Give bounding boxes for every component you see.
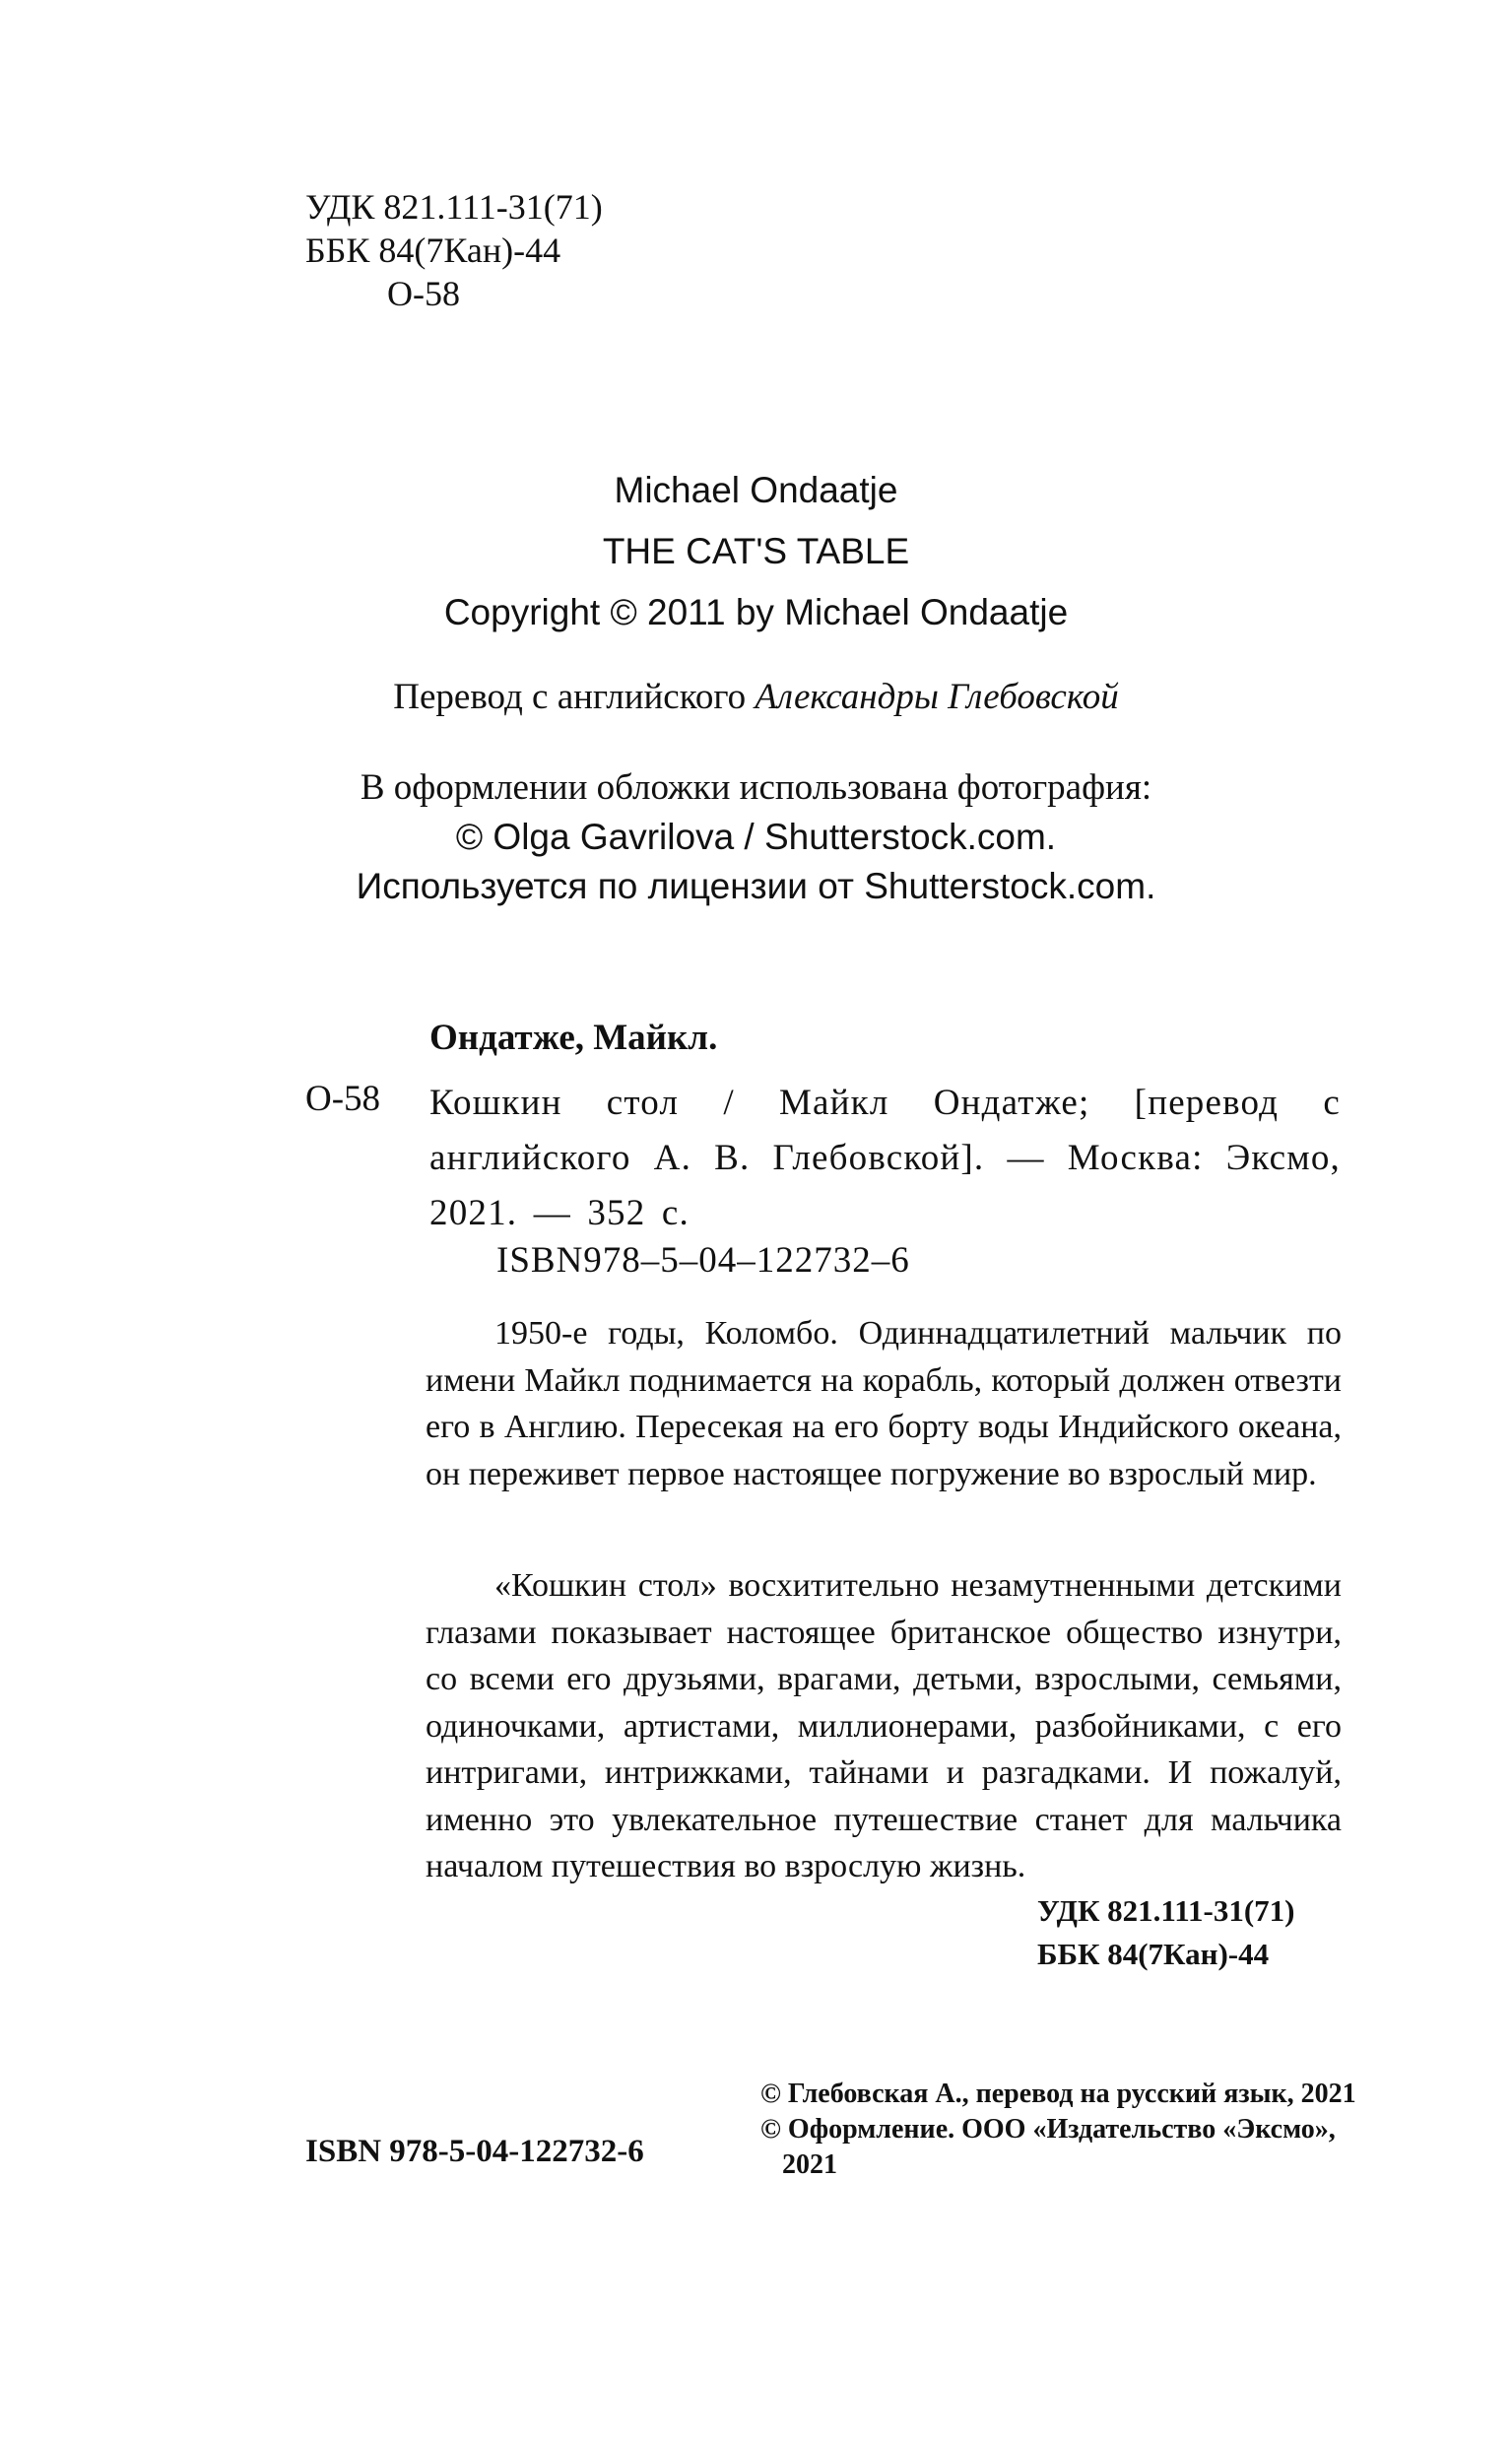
annotation-text-2: «Кошкин стол» восхитительно незамутненными детскими глазами показывает настоящее британское общество изнутри, со всеми его друзьями, врагами, детьми, взрослыми, семьями, одиночками, артистами, миллионерами, разбойниками, с его интригами, интрижками, тайнами и разгадками. И пожалуй, именно это увлекательное путешествие станет для мальчика началом путешествия во взрослую жизнь. bbox=[426, 1567, 1342, 1884]
footer-isbn: ISBN 978-5-04-122732-6 bbox=[305, 2134, 644, 2169]
udk-code: УДК 821.111-31(71) bbox=[305, 187, 603, 227]
bbk-code-bottom: ББК 84(7Кан)-44 bbox=[1037, 1937, 1270, 1971]
classification-block-bottom bbox=[1037, 1889, 1294, 1976]
original-copyright: Copyright © 2011 by Michael Ondaatje bbox=[443, 592, 1069, 632]
author-mark: О-58 bbox=[387, 274, 460, 313]
copyright-design: © Оформление. ООО «Издательство «Эксмо», bbox=[760, 2114, 1336, 2145]
catalog-shelf-code: О-58 bbox=[305, 1079, 381, 1119]
annotation-paragraph-1 bbox=[426, 1310, 1342, 1497]
bibliographic-description: Кошкин стол / Майкл Ондатже; [перевод с английского А. В. Глебовской]. — Москва: Эксмо, 2021. — 352 с. bbox=[429, 1083, 1341, 1233]
translation-prefix: Перевод с английского bbox=[393, 677, 747, 717]
classification-block-top bbox=[305, 185, 603, 315]
cover-photo-license: Используется по лицензии от Shutterstock.com. bbox=[356, 866, 1156, 906]
translator-name: Александры Глебовской bbox=[755, 677, 1119, 717]
annotation-text-1: 1950-е годы, Коломбо. Одиннадцатилетний мальчик по имени Майкл поднимается на корабль, который должен отвезти его в Англию. Пересекая на его борту воды Индийского океана, он переживет первое настоящее погружение во взрослый мир. bbox=[426, 1315, 1342, 1492]
cover-photo-source: © Olga Gavrilova / Shutterstock.com. bbox=[455, 817, 1057, 857]
annotation-paragraph-2 bbox=[426, 1562, 1342, 1890]
copyright-translation: © Глебовская А., перевод на русский язык, 2021 bbox=[760, 2079, 1356, 2109]
catalog-isbn: ISBN978–5–04–122732–6 bbox=[496, 1240, 910, 1281]
cover-photo-credit: В оформлении обложки использована фотография: bbox=[360, 767, 1152, 808]
translation-credit bbox=[0, 670, 1512, 725]
catalog-author-heading: Ондатже, Майкл. bbox=[429, 1018, 718, 1058]
original-author: Michael Ondaatje bbox=[614, 470, 898, 510]
original-title: THE CAT'S TABLE bbox=[602, 531, 910, 571]
footer-copyright-block bbox=[760, 2077, 1371, 2183]
bbk-code: ББК 84(7Кан)-44 bbox=[305, 231, 561, 270]
copyright-design-year: 2021 bbox=[782, 2149, 837, 2180]
udk-code-bottom: УДК 821.111-31(71) bbox=[1037, 1893, 1295, 1928]
